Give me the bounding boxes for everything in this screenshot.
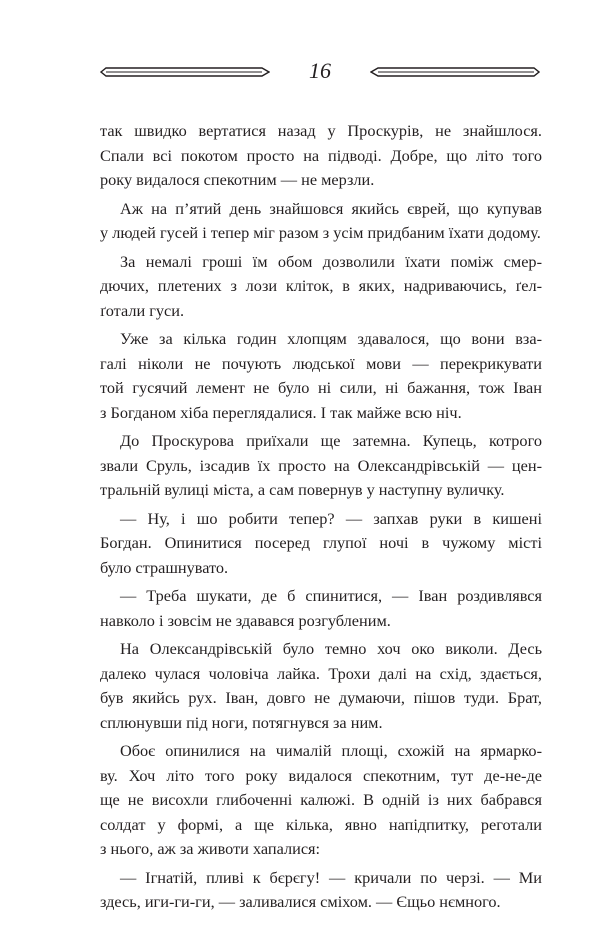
text-line: з нього, аж за животи хапалися: xyxy=(100,839,321,858)
text-line: року видалося спекотним — не мерзли. xyxy=(100,170,375,189)
text-line: сплюнувши під ноги, потягнувся за ним. xyxy=(100,712,383,732)
text-line: До Проскурова приїхали ще затемна. Купець, котрого xyxy=(120,431,542,450)
text-line: Спали всі покотом просто на підводі. Добре, що літо того xyxy=(100,145,542,165)
text-line: той гусячий лемент не було ні сили, ні бажання, тож Іван xyxy=(100,378,542,397)
text-line: ву. Хоч літо того року видалося спекотним, тут де-не-де xyxy=(100,765,542,785)
text-line: На Олександрівській було темно хоч око виколи. Десь xyxy=(120,639,542,658)
text-line: Уже за кілька годин хлопцям здавалося, що вони взa- xyxy=(120,329,542,348)
paragraph xyxy=(100,739,542,862)
text-line: було страшнувато. xyxy=(100,557,229,577)
text-line: дючих, плетених з лози кліток, в яких, надриваючись, ґел- xyxy=(100,276,542,295)
text-line: здесь, иги-ги-ги, — заливалися сміхом. — Єщьо нємного. xyxy=(100,892,501,911)
text-line: — Ігнатій, пливі к бєрєгу! — кричали по черзі. — Ми xyxy=(120,867,542,887)
page-number: 16 xyxy=(309,58,331,83)
paragraph xyxy=(100,250,542,324)
paragraph xyxy=(100,429,542,503)
paragraph xyxy=(100,327,542,425)
text-line: так швидко вертатися назад у Проскурів, не знайшлося. xyxy=(100,121,542,140)
text-line: з Богданом хіба переглядалися. І так майже всю ніч. xyxy=(100,402,462,422)
text-line: Аж на п’ятий день знайшовся якийсь єврей, що купував xyxy=(120,198,542,218)
text-line: — Ну, і шо робити тепер? — запхав руки в кишені xyxy=(120,508,542,528)
paragraph xyxy=(100,637,542,735)
paragraph xyxy=(100,584,542,633)
text-line: далеко чулася чоловіча лайка. Трохи далі на схід, здається, xyxy=(100,663,542,683)
text-line: звали Сруль, ізсадив їх просто на Олександрівській — цен- xyxy=(100,455,542,475)
text-line: солдат у формі, а ще кілька, явно напідпитку, реготали xyxy=(100,814,542,834)
paragraph xyxy=(100,866,542,915)
body-text xyxy=(100,119,542,915)
text-line: у людей гусей і тепер міг разом з усім придбаним їхати додому. xyxy=(100,223,541,242)
text-line: — Треба шукати, де б спинитися, — Іван роздивлявся xyxy=(120,586,542,605)
right-ornament-rule xyxy=(370,66,540,78)
paragraph xyxy=(100,507,542,581)
paragraph xyxy=(100,197,542,246)
page-header xyxy=(100,56,540,86)
text-line: тральній вулиці міста, а сам повернув у наступну вуличку. xyxy=(100,480,505,499)
text-line: ґотали гуси. xyxy=(100,300,185,320)
text-line: Обоє опинилися на чималій площі, схожій на ярмарко- xyxy=(120,741,542,760)
text-line: галі ніколи не почують людської мови — перекрикувати xyxy=(100,353,542,373)
text-line: навколо і зовсім не здавався розгубленим. xyxy=(100,610,391,630)
text-line: ще не висохли глибоченні калюжі. В одній із них бабрався xyxy=(100,790,542,809)
text-line: За немалі гроші їм обом дозволили їхати поміж смер- xyxy=(120,251,542,271)
text-line: Богдан. Опинитися посеред глупої ночі в чужому місті xyxy=(100,533,542,552)
text-line: був якийсь рух. Іван, довго не думаючи, пішов туди. Брат, xyxy=(100,688,542,707)
paragraph xyxy=(100,119,542,193)
